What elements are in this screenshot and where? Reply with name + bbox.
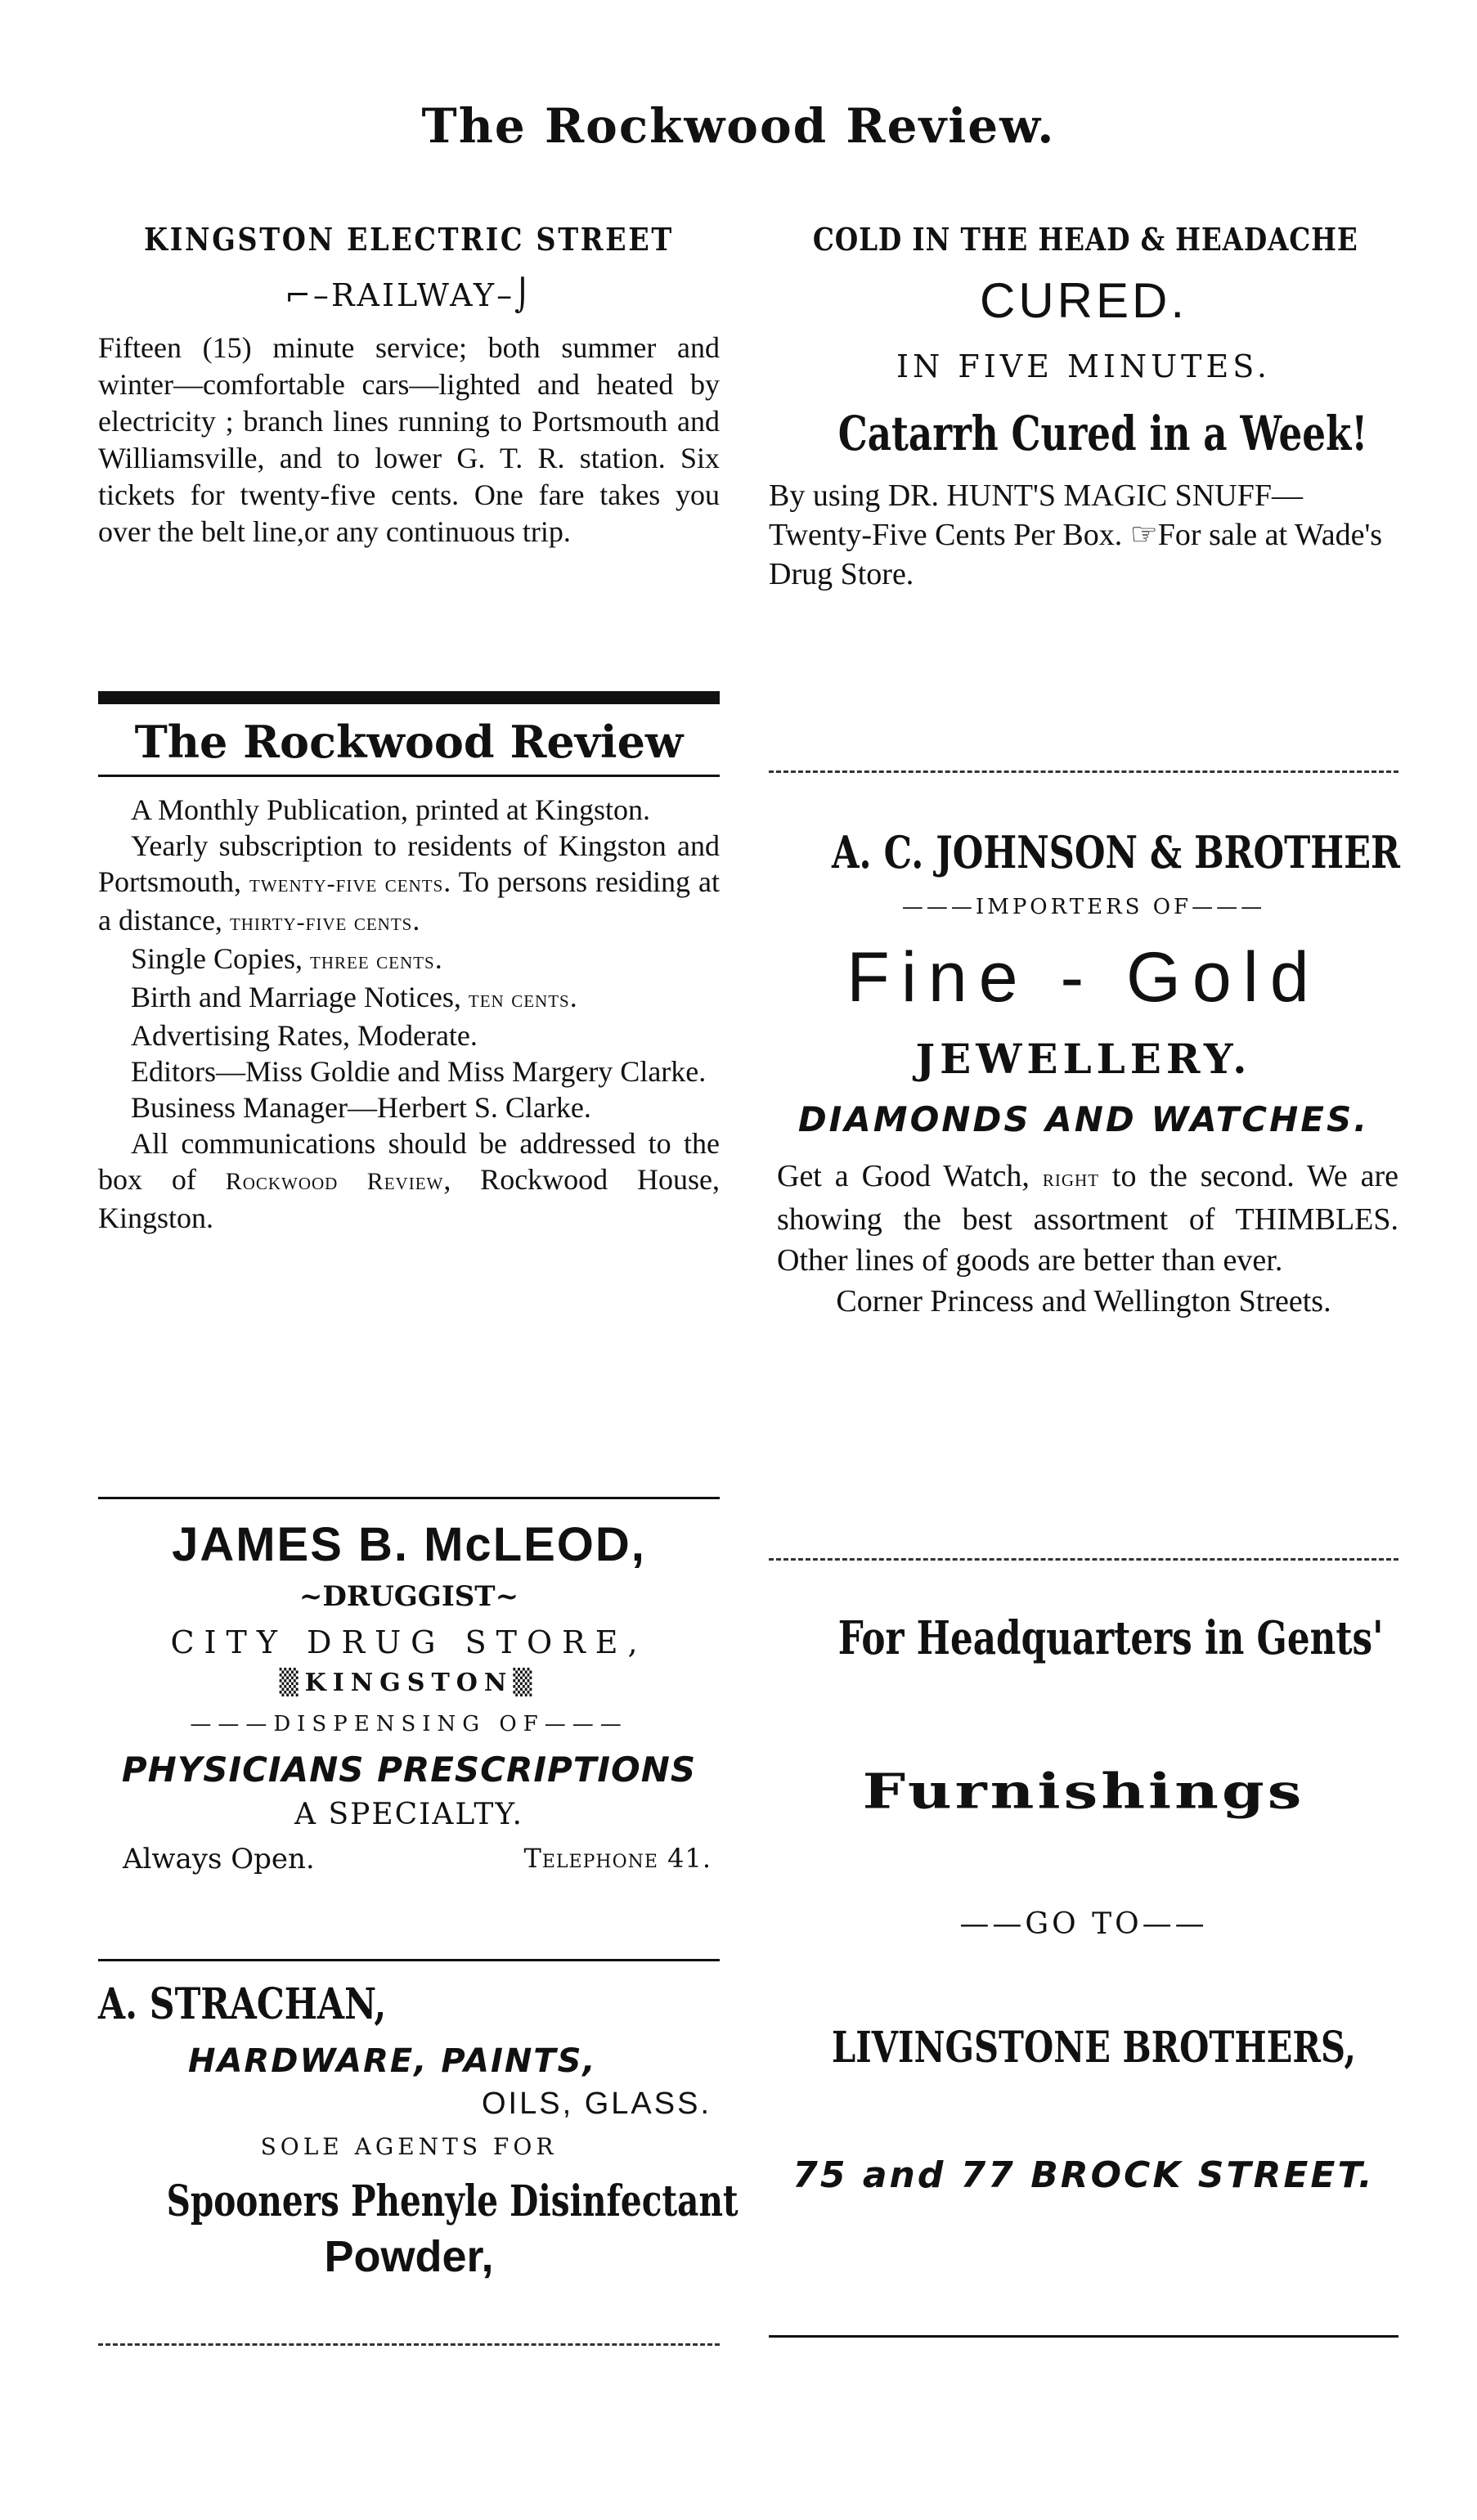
ornament-left: ~ bbox=[299, 1580, 323, 1613]
livingstone-go-to: ——GO TO—— bbox=[959, 1907, 1208, 1941]
strachan-line1: HARDWARE, PAINTS, bbox=[188, 2042, 597, 2080]
railway-subheading: ⌐–RAILWAY–⌡ bbox=[285, 277, 533, 313]
johnson-ad bbox=[769, 826, 1398, 1322]
review-p2: Yearly subscription to residents of Kingston and Portsmouth, twenty-five cents. To persons residing at a distance, thirty-five cents. bbox=[98, 829, 720, 937]
review-heading: The Rockwood Review bbox=[134, 716, 684, 768]
mcleod-store: CITY DRUG STORE, bbox=[170, 1624, 648, 1660]
rule-right-bottom bbox=[769, 2335, 1398, 2338]
strachan-product1: Spooners Phenyle Disinfectant bbox=[166, 2176, 738, 2226]
railway-body: Fifteen (15) minute service; both summer and winter—comfortable cars—lighted and heated by electricity ; branch lines running to Portsmouth and Williamsville, and to lower G. T. R. station. Six tickets for twenty-five cents. One fare takes you over the belt line,or any continuous trip. bbox=[98, 331, 720, 548]
rule-dash-right-1 bbox=[769, 770, 1398, 773]
review-info bbox=[98, 716, 720, 1236]
johnson-name: A. C. JOHNSON & BROTHER bbox=[832, 826, 1400, 878]
livingstone-name: LIVINGSTONE BROTHERS, bbox=[832, 2023, 1357, 2073]
cold-body: By using DR. HUNT'S MAGIC SNUFF—Twenty-Five Cents Per Box. ☞For sale at Wade's Drug Store. bbox=[769, 478, 1383, 591]
cold-catarrh: Catarrh Cured in a Week! bbox=[837, 406, 1368, 461]
strachan-ad bbox=[98, 1979, 738, 2282]
review-heading-underline bbox=[98, 775, 720, 777]
johnson-importers: ———IMPORTERS OF——— bbox=[901, 895, 1266, 919]
flourish-left: ⌐– bbox=[285, 277, 331, 313]
johnson-jewellery: JEWELLERY. bbox=[915, 1035, 1252, 1083]
review-body bbox=[98, 792, 720, 1236]
review-p8: All communications should be addressed to the box of Rockwood Review, Rockwood House, Kingston. bbox=[98, 1127, 720, 1234]
cold-minutes: IN FIVE MINUTES. bbox=[896, 348, 1271, 384]
page-title: The Rockwood Review. bbox=[421, 98, 1056, 154]
ornament-hatch-left: ▒ bbox=[279, 1669, 305, 1697]
flourish-right: –⌡ bbox=[496, 277, 533, 313]
johnson-fine-gold: Fine - Gold bbox=[846, 938, 1321, 1017]
rule-2 bbox=[98, 1959, 720, 1961]
johnson-diamonds: DIAMONDS AND WATCHES. bbox=[797, 1099, 1370, 1139]
mcleod-dispensing: ———DISPENSING OF——— bbox=[190, 1712, 628, 1736]
railway-ad bbox=[98, 221, 720, 550]
cold-cured: CURED. bbox=[979, 273, 1187, 328]
livingstone-address: 75 and 77 BROCK STREET. bbox=[792, 2154, 1375, 2196]
ornament-hatch-right: ▒ bbox=[513, 1669, 539, 1697]
mcleod-open: Always Open. bbox=[123, 1843, 315, 1875]
review-p1: A Monthly Publication, printed at Kingston. bbox=[131, 793, 650, 826]
ornament-right: ~ bbox=[495, 1580, 519, 1613]
rule-dash-right-2 bbox=[769, 1558, 1398, 1561]
strachan-product2: Powder, bbox=[324, 2232, 494, 2281]
strachan-line2: OILS, GLASS. bbox=[482, 2087, 712, 2121]
review-p4: Birth and Marriage Notices, ten cents. bbox=[131, 981, 577, 1013]
mcleod-name: JAMES B. McLEOD, bbox=[172, 1518, 646, 1571]
mcleod-contact bbox=[98, 1843, 720, 1875]
cold-heading: COLD IN THE HEAD & HEADACHE bbox=[812, 221, 1358, 258]
review-p7: Business Manager—Herbert S. Clarke. bbox=[131, 1091, 591, 1124]
heavy-rule bbox=[98, 691, 720, 704]
rule-dash-left bbox=[98, 2343, 720, 2346]
livingstone-furnishings: Furnishings bbox=[862, 1763, 1305, 1820]
livingstone-headline: For Headquarters in Gents' bbox=[837, 1611, 1384, 1665]
strachan-name: A. STRACHAN, bbox=[98, 1979, 387, 2029]
mcleod-specialty: A SPECIALTY. bbox=[294, 1798, 523, 1831]
review-p5: Advertising Rates, Moderate. bbox=[131, 1019, 478, 1052]
johnson-address: Corner Princess and Wellington Streets. bbox=[836, 1284, 1331, 1318]
livingstone-ad bbox=[769, 1611, 1398, 2196]
rule-1 bbox=[98, 1497, 720, 1499]
mcleod-ad bbox=[98, 1517, 720, 1875]
cold-ad bbox=[769, 221, 1398, 594]
mcleod-prescriptions: PHYSICIANS PRESCRIPTIONS bbox=[121, 1750, 697, 1790]
review-p3: Single Copies, three cents. bbox=[131, 942, 442, 975]
mcleod-role: ~DRUGGIST~ bbox=[299, 1580, 519, 1613]
pointing-hand-icon: ☞ bbox=[1129, 518, 1158, 552]
mcleod-city: ▒KINGSTON▒ bbox=[279, 1669, 539, 1697]
railway-heading: KINGSTON ELECTRIC STREET bbox=[144, 221, 674, 258]
johnson-body: Get a Good Watch, right to the second. We are showing the best assortment of THIMBLES. Other lines of goods are better than ever. bbox=[777, 1159, 1399, 1278]
review-p6: Editors—Miss Goldie and Miss Margery Clarke. bbox=[131, 1055, 707, 1088]
mcleod-telephone: Telephone 41. bbox=[523, 1843, 712, 1874]
strachan-agents: SOLE AGENTS FOR bbox=[260, 2133, 558, 2160]
